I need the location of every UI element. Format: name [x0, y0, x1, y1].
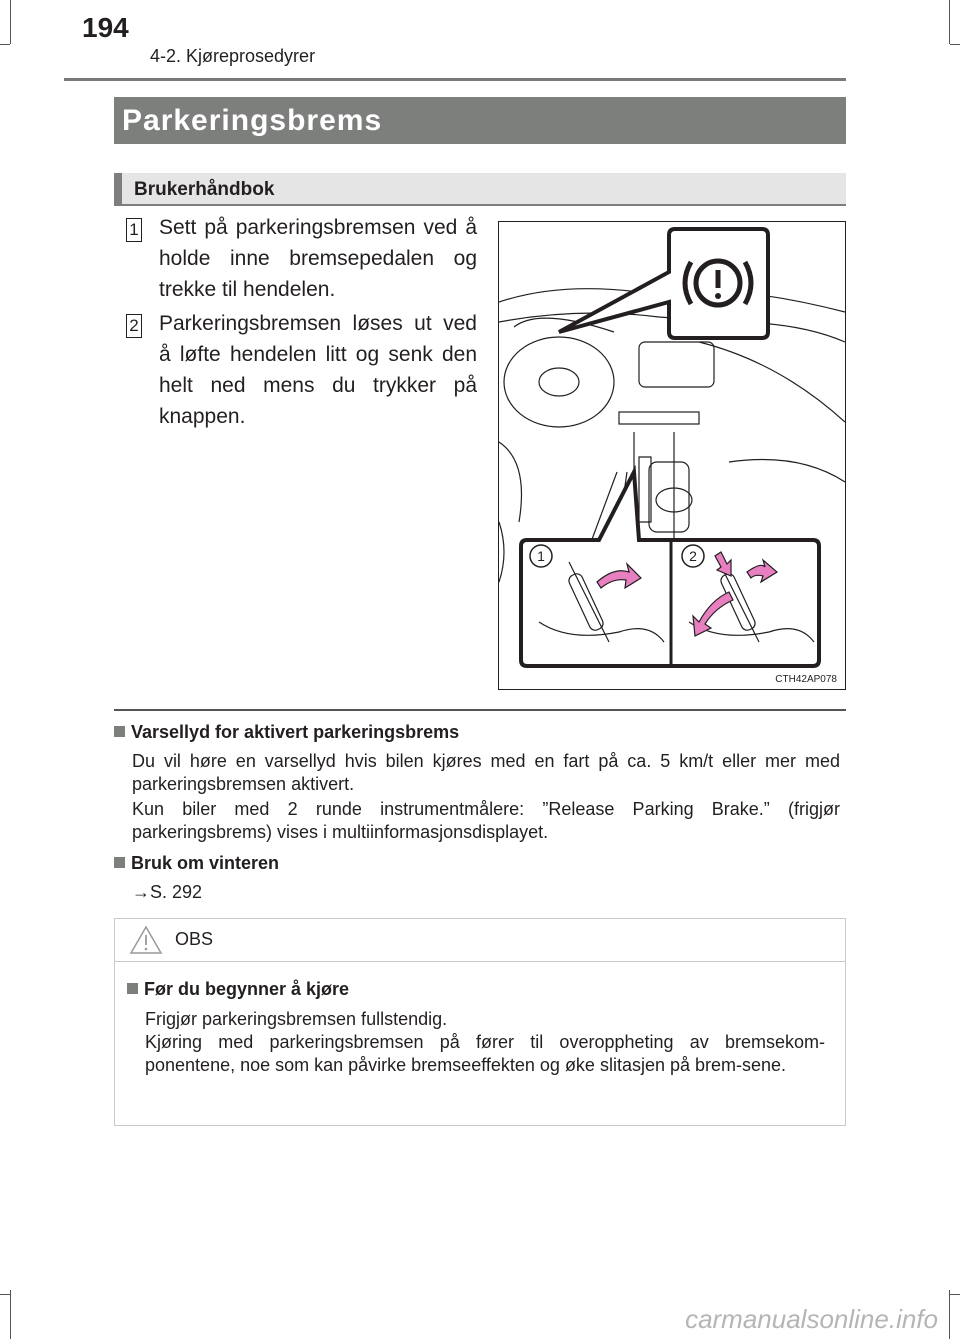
page-reference: →S. 292	[132, 882, 203, 902]
notice-label: OBS	[175, 929, 214, 949]
page-number: 194	[82, 12, 129, 43]
section-1-paragraph-1: Du vil høre en varsellyd hvis bilen kjøres med en fart på ca. 5 km/t eller mer med parkeringsbremsen aktivert.	[132, 751, 840, 794]
step-number-2: 2	[126, 314, 142, 338]
section-heading-2: Bruk om vinteren	[114, 853, 279, 874]
crop-mark	[0, 1294, 10, 1295]
crop-mark	[949, 1290, 950, 1339]
crop-mark	[10, 1290, 11, 1339]
crop-mark	[949, 0, 950, 44]
bullet-square-icon	[127, 983, 138, 994]
crop-mark	[10, 0, 11, 44]
illustration-code: CTH42AP078	[775, 674, 837, 685]
callout-2: 2	[689, 548, 697, 564]
step-number-1: 1	[126, 218, 142, 242]
crop-mark	[0, 44, 10, 45]
callout-1: 1	[537, 548, 545, 564]
notice-paragraph-2: Kjøring med parkeringsbremsen på fører til overoppheting av bremsekom-ponentene, noe som kan påvirke bremseeffekten og øke slitasjen på brem-sene.	[145, 1032, 825, 1075]
parking-brake-illustration	[498, 221, 846, 690]
section-1-paragraph-2: Kun biler med 2 runde instrumentmålere: ”Release Parking Brake.” (frigjør parkeringsbrems) vises i multiinformasjonsdisplayet.	[132, 799, 840, 842]
watermark: carmanualsonline.info	[685, 1304, 938, 1334]
step-text-1: Sett på parkeringsbremsen ved å holde inne bremsepedalen og trekke til hendelen.	[159, 216, 477, 301]
subheading: Brukerhåndbok	[134, 179, 275, 200]
bullet-square-icon	[114, 726, 125, 737]
notice-header	[115, 919, 845, 962]
notice-heading: Før du begynner å kjøre	[127, 979, 349, 1000]
step-text-2: Parkeringsbremsen løses ut ved å løfte hendelen litt og senk den helt ned mens du trykker på knappen.	[159, 312, 477, 428]
crop-mark	[950, 1294, 960, 1295]
crop-mark	[950, 44, 960, 45]
notice-paragraph-1: Frigjør parkeringsbremsen fullstendig.	[145, 1009, 448, 1029]
notice-box	[114, 918, 846, 1126]
bullet-square-icon	[114, 857, 125, 868]
chapter-title: 4-2. Kjøreprosedyrer	[150, 46, 316, 66]
warning-triangle-icon	[129, 925, 163, 955]
section-rule	[114, 709, 846, 711]
section-heading-1: Varsellyd for aktivert parkeringsbrems	[114, 722, 459, 743]
page-title: Parkeringsbrems	[122, 104, 383, 137]
header-rule	[64, 78, 846, 81]
